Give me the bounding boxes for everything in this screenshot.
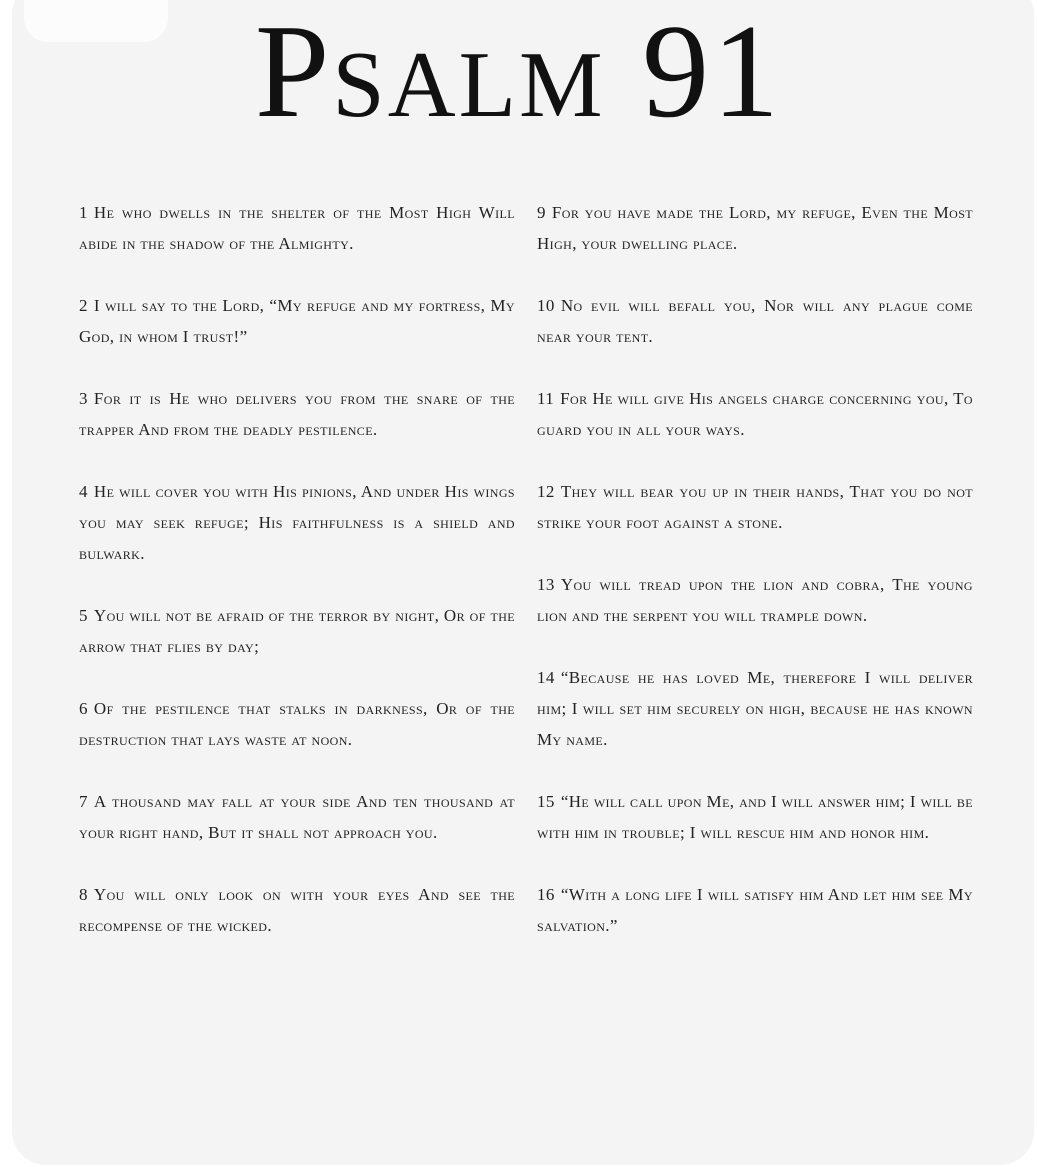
- verse-text: “Because he has loved Me, therefore I will deliver him; I will set him securely on high, because he has known My name.: [537, 668, 973, 749]
- verse-number: 13: [537, 575, 555, 594]
- verse-number: 12: [537, 482, 555, 501]
- verse-number: 1: [79, 203, 88, 222]
- verse-number: 5: [79, 606, 88, 625]
- verse-text: You will tread upon the lion and cobra, The young lion and the serpent you will trample down.: [537, 575, 973, 625]
- verse-number: 4: [79, 482, 88, 501]
- verse-text: For you have made the Lord, my refuge, Even the Most High, your dwelling place.: [537, 203, 973, 253]
- verse-13: [537, 569, 973, 631]
- verse-text: Of the pestilence that stalks in darkness, Or of the destruction that lays waste at noon.: [79, 699, 515, 749]
- verse-14: [537, 662, 973, 755]
- verse-9: [537, 197, 973, 259]
- right-column: [537, 197, 973, 972]
- verse-5: [79, 600, 515, 662]
- verse-number: 8: [79, 885, 88, 904]
- verse-text: He will cover you with His pinions, And under His wings you may seek refuge; His faithfulness is a shield and bulwark.: [79, 482, 515, 563]
- verse-6: [79, 693, 515, 755]
- verse-text: “He will call upon Me, and I will answer him; I will be with him in trouble; I will rescue him and honor him.: [537, 792, 973, 842]
- verse-1: [79, 197, 515, 259]
- verse-text: You will not be afraid of the terror by night, Or of the arrow that flies by day;: [79, 606, 515, 656]
- verse-4: [79, 476, 515, 569]
- verse-number: 15: [537, 792, 555, 811]
- verse-7: [79, 786, 515, 848]
- page-title: Psalm 91: [254, 0, 783, 145]
- verse-number: 14: [537, 668, 555, 687]
- verse-11: [537, 383, 973, 445]
- verse-number: 16: [537, 885, 555, 904]
- left-column: [79, 197, 515, 972]
- verse-number: 10: [537, 296, 555, 315]
- verse-number: 6: [79, 699, 88, 718]
- verse-text: He who dwells in the shelter of the Most High Will abide in the shadow of the Almighty.: [79, 203, 515, 253]
- verse-text: You will only look on with your eyes And see the recompense of the wicked.: [79, 885, 515, 935]
- verse-text: No evil will befall you, Nor will any plague come near your tent.: [537, 296, 973, 346]
- verse-3: [79, 383, 515, 445]
- verse-number: 3: [79, 389, 88, 408]
- verse-2: [79, 290, 515, 352]
- verse-text: “With a long life I will satisfy him And let him see My salvation.”: [537, 885, 973, 935]
- verse-number: 9: [537, 203, 546, 222]
- verse-text: For He will give His angels charge concerning you, To guard you in all your ways.: [537, 389, 973, 439]
- verse-text: A thousand may fall at your side And ten thousand at your right hand, But it shall not approach you.: [79, 792, 515, 842]
- verse-text: They will bear you up in their hands, That you do not strike your foot against a stone.: [537, 482, 973, 532]
- verse-number: 11: [537, 389, 555, 408]
- verse-16: [537, 879, 973, 941]
- verse-text: For it is He who delivers you from the snare of the trapper And from the deadly pestilence.: [79, 389, 515, 439]
- verse-8: [79, 879, 515, 941]
- verse-number: 2: [79, 296, 88, 315]
- verse-number: 7: [79, 792, 88, 811]
- verse-15: [537, 786, 973, 848]
- verse-12: [537, 476, 973, 538]
- verse-text: I will say to the Lord, “My refuge and my fortress, My God, in whom I trust!”: [79, 296, 515, 346]
- verse-10: [537, 290, 973, 352]
